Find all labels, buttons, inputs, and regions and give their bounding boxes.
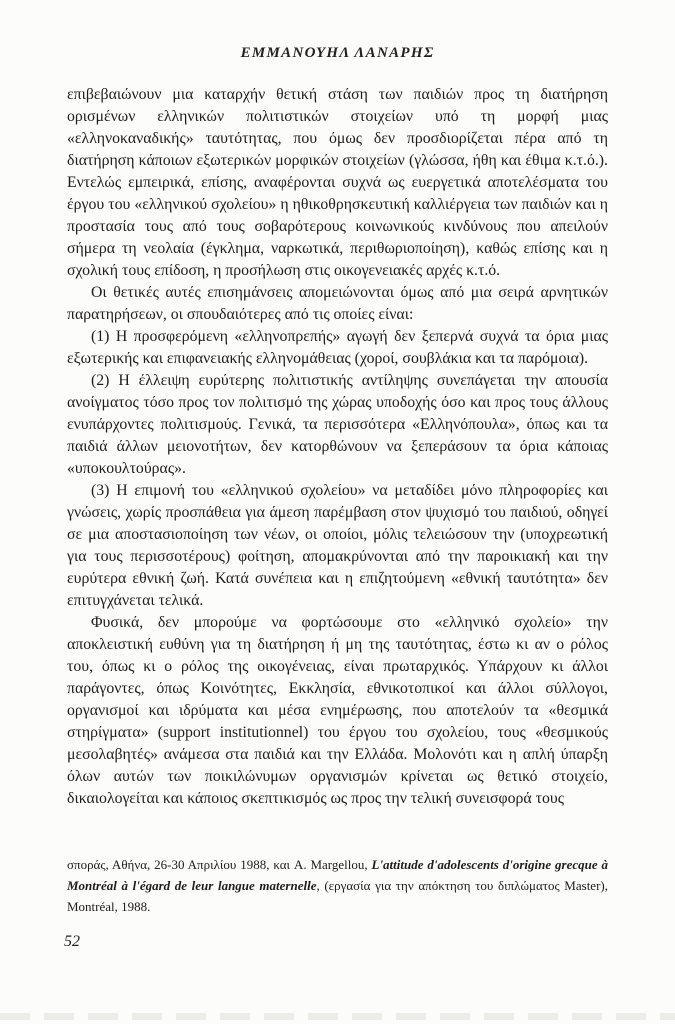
- running-head-author: ΕΜΜΑΝΟΥΗΛ ΛΑΝΑΡΗΣ: [240, 45, 435, 61]
- paragraph-point-1: (1) Η προσφερόμενη «ελληνοπρεπής» αγωγή δεν ξεπερνά συχνά τα όρια μιας εξωτερικής και επιφανειακής ελληνομάθειας (χοροί, σουβλάκια και τα παρόμοια).: [67, 328, 608, 367]
- paragraph-point-3: (3) Η επιμονή του «ελληνικού σχολείου» να μεταδίδει μόνο πληροφορίες και γνώσεις, χωρίς προσπάθεια για άμεση παρέμβαση στον ψυχισμό του παιδιού, οδηγεί σε μια αποστασιοποίηση των νέων, οι οποίοι, μόλις τελειώσουν την (υποχρεωτική για τους περισσοτέρους) φοίτηση, απομακρύνονται από την παροικιακή και την ευρύτερα εθνική ζωή. Κατά συνέπεια και η επιζητούμενη «εθνική ταυτότητα» δεν επιτυγχάνεται τελικά.: [67, 482, 608, 609]
- paragraph-conclusion: Φυσικά, δεν μπορούμε να φορτώσουμε στο «ελληνικό σχολείο» την αποκλειστική ευθύνη για τη διατήρηση ή μη της ταυτότητας, έστω κι αν ο ρόλος του, όπως κι ο ρόλος της οικογένειας, είναι πρωταρχικός. Υπάρχουν κι άλλοι παράγοντες, όπως Κοινότητες, Εκκλησία, εθνικοτοπικοί και άλλοι σύλλογοι, οργανισμοί και ιδρύματα και μέσα ενημέρωσης, που αποτελούν τα «θεσμικά στηρίγματα» (support institutionnel) του έργου του σχολείου, τους «θεσμικούς μεσολαβητές» ανάμεσα στα παιδιά και την Ελλάδα. Μολονότι και η απλή ύπαρξη όλων αυτών των ποικιλώνυμων οργανισμών κρίνεται ως θετικό στοιχείο, δικαιολογείται και κάποιος σκεπτικισμός ως προς την τελική συνεισφορά τους: [67, 614, 608, 807]
- paragraph-intro-remarks: Οι θετικές αυτές επισημάνσεις απομειώνονται όμως από μια σειρά αρνητικών παρατηρήσεων, οι σπουδαιότερες από τις οποίες είναι:: [67, 284, 608, 323]
- page-number: 52: [64, 933, 80, 950]
- body-text: [67, 84, 608, 810]
- scan-edge-artifact: [0, 1013, 675, 1020]
- paragraph-continuation: επιβεβαιώνουν μια καταρχήν θετική στάση των παιδιών προς τη διατήρηση ορισμένων ελληνικών πολιτιστικών στοιχείων υπό τη μορφή μιας «ελληνοκαναδικής» ταυτότητας, που όμως δεν προσδιορίζεται πέρα από τη διατήρηση κάποιων εξωτερικών μορφικών στοιχείων (γλώσσα, ήθη και έθιμα κ.τ.ό.). Εντελώς εμπειρικά, επίσης, αναφέρονται συχνά ως ευεργετικά αποτελέσματα του έργου του «ελληνικού σχολείου» η ηθικοθρησκευτική καλλιέργεια των παιδιών και η προστασία τους από τους σοβαρότερους κοινωνικούς κινδύνους που απειλούν σήμερα τη νεολαία (έγκλημα, ναρκωτικά, περιθωριοποίηση), καθώς επίσης και η σχολική τους επίδοση, η προσήλωση στις οικογενειακές αρχές κ.τ.ό.: [67, 86, 608, 279]
- footnote-text-end: , (εργασία για την απόκτηση του διπλώματος Master), Montréal, 1988.: [67, 878, 608, 914]
- footnote-work-title: L'attitude d'adolescents d'origine grecque à Montréal à l'égard de leur langue maternelle: [67, 857, 608, 893]
- footnote-text-start: σποράς, Αθήνα, 26-30 Απριλίου 1988, και A. Margellou,: [67, 857, 372, 872]
- footnote: [67, 854, 608, 917]
- paragraph-point-2: (2) Η έλλειψη ευρύτερης πολιτιστικής αντίληψης συνεπάγεται την απουσία ανοίγματος τόσο προς τον πολιτισμό της χώρας υποδοχής όσο και προς τους άλλους ενυπάρχοντες πολιτισμούς. Γενικά, τα περισσότερα «Ελληνόπουλα», όπως και τα παιδιά άλλων μειονοτήτων, δεν κατορθώνουν να ξεπεράσουν τα όρια κάποιας «υποκουλτούρας».: [67, 372, 608, 477]
